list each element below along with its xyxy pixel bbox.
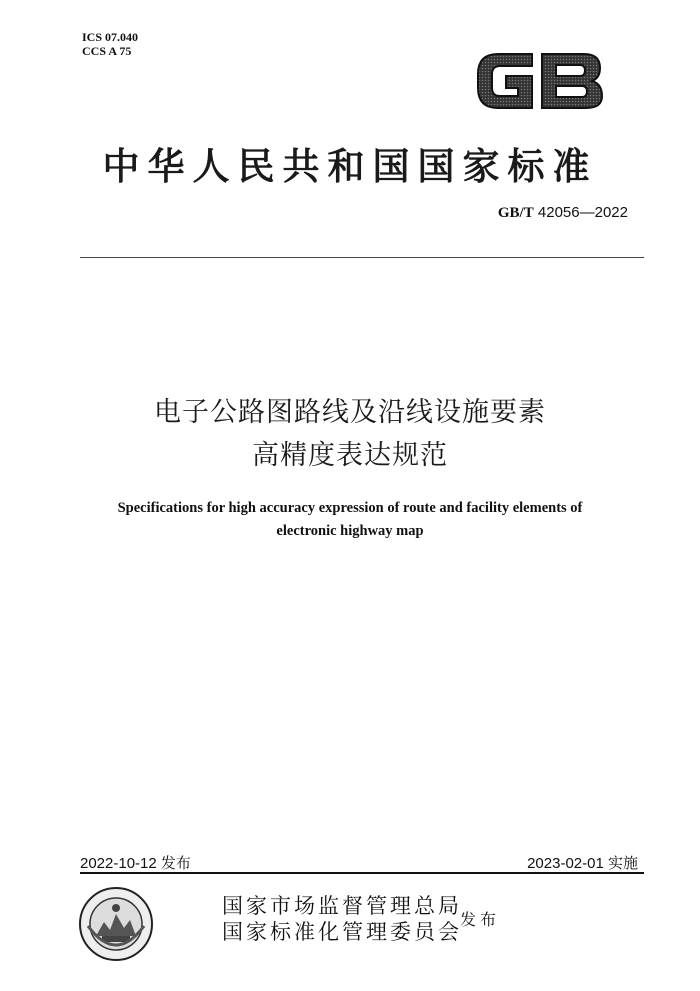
issuer-samr: 国家市场监督管理总局: [222, 894, 462, 918]
effective-date: 2023-02-01 实施: [527, 855, 638, 872]
gb-logo-icon: [472, 46, 607, 116]
ccs-code: CCS A 75: [82, 44, 132, 58]
classification-codes: [82, 30, 138, 58]
issuer-sac: 国家标准化管理委员会: [222, 920, 462, 944]
issuing-authorities: [222, 893, 462, 945]
official-seal-icon: [78, 886, 154, 962]
english-title-line-1: Specifications for high accuracy expression of route and facility elements of: [117, 500, 583, 516]
bottom-divider: [80, 872, 644, 874]
issue-word: 发布: [460, 910, 501, 929]
chinese-title-line-1: 电子公路图路线及沿线设施要素: [154, 397, 546, 428]
standard-category-title: 中华人民共和国国家标准: [102, 144, 598, 188]
top-divider: [80, 257, 644, 258]
english-title-line-2: electronic highway map: [276, 523, 424, 539]
chinese-title-line-2: 高精度表达规范: [252, 440, 448, 471]
standard-number: [498, 204, 628, 222]
standard-number-value: 42056—2022: [537, 204, 628, 221]
ics-code: ICS 07.040: [82, 30, 139, 44]
issue-date: 2022-10-12 发布: [80, 855, 191, 872]
standard-number-prefix: GB/T: [497, 205, 534, 221]
